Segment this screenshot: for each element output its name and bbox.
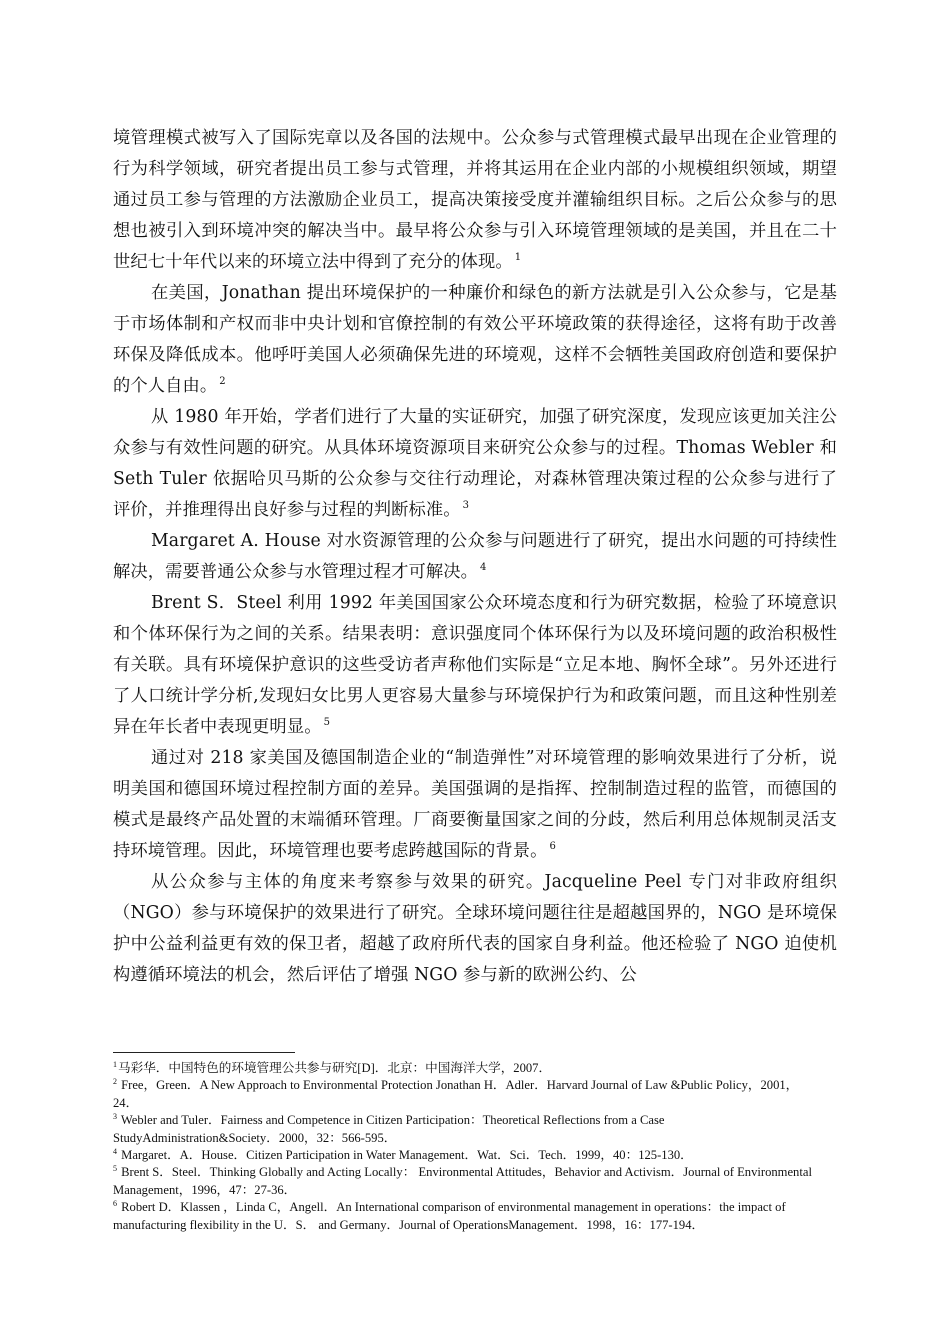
footnote-2: $^2$ Free，Green．A New Approach to Environmental Protection Jonathan H．Adler．Harvard Journal of Law &Public Policy，2001，24． bbox=[113, 1077, 799, 1110]
footnote-ref-5[interactable]: 5 bbox=[323, 717, 331, 728]
footnote-ref-6[interactable]: 6 bbox=[549, 841, 557, 852]
footnote-number: 6 bbox=[113, 1199, 117, 1209]
footnote-ref-1[interactable]: 1 bbox=[514, 252, 522, 263]
footnote-4: $^4$ Margaret．A．House．Citizen Participation in Water Management．Wat．Sci．Tech．1999，40：125-130． bbox=[113, 1147, 693, 1163]
paragraph-2: 在美国，Jonathan 提出环境保护的一种廉价和绿色的新方法就是引入公众参与，它是基于市场体制和产权而非中央计划和官僚控制的有效公平环境政策的获得途径，这将有助于改善环保及降低成本。他呼吁美国人必须确保先进的环境观，这样不会牺牲美国政府创造和要保护的个人自由。 $^2$ bbox=[113, 283, 837, 396]
paragraph-3: 从 1980 年开始，学者们进行了大量的实证研究，加强了研究深度，发现应该更加关注公众参与有效性问题的研究。从具体环境资源项目来研究公众参与的过程。Thomas Webler 和 Seth Tuler 依据哈贝马斯的公众参与交往行动理论，对森林管理决策过程的公众参与进行了评价，并推理得出良好参与过程的判断标准。 $^3$ bbox=[113, 407, 837, 520]
footnote-3: $^3$ Webler and Tuler．Fairness and Competence in Citizen Participation：Theoretical Reflections from a Case StudyAdministration&Society．2000，32：566-595． bbox=[113, 1112, 665, 1145]
footnote-ref-3[interactable]: 3 bbox=[462, 500, 470, 511]
footnote-number: 4 bbox=[113, 1147, 117, 1157]
footnote-number: 3 bbox=[113, 1112, 117, 1122]
paragraph-1: 境管理模式被写入了国际宪章以及各国的法规中。公众参与式管理模式最早出现在企业管理的行为科学领域，研究者提出员工参与式管理，并将其运用在企业内部的小规模组织领域，期望通过员工参与管理的方法激励企业员工，提高决策接受度并灌输组织目标。之后公众参与的思想也被引入到环境冲突的解决当中。最早将公众参与引入环境管理领域的是美国，并且在二十世纪七十年代以来的环境立法中得到了充分的体现。 $^1$ bbox=[113, 128, 837, 272]
footnote-ref-4[interactable]: 4 bbox=[480, 562, 487, 573]
paragraph-7: 从公众参与主体的角度来考察参与效果的研究。Jacqueline Peel 专门对非政府组织（NGO）参与环境保护的效果进行了研究。全球环境问题往往是超越国界的，NGO 是环境保护中公益利益更有效的保卫者，超越了政府所代表的国家自身利益。他还检验了 NGO 迫使机构遵循环境法的机会，然后评估了增强 NGO 参与新的欧洲公约、公 bbox=[113, 872, 837, 985]
body-text bbox=[113, 123, 837, 991]
footnote-1: $^1$马彩华．中国特色的环境管理公共参与研究[D]．北京：中国海洋大学，2007． bbox=[113, 1060, 552, 1075]
footnote-number: 1 bbox=[113, 1060, 117, 1069]
paragraph-5: Brent S．Steel 利用 1992 年美国国家公众环境态度和行为研究数据，检验了环境意识和个体环保行为之间的关系。结果表明：意识强度同个体环保行为以及环境问题的政治积极性有关联。具有环境保护意识的这些受访者声称他们实际是“立足本地、胸怀全球”。另外还进行了人口统计学分析,发现妇女比男人更容易大量参与环境保护行为和政策问题，而且这种性别差异在年长者中表现更明显。 $^5$ bbox=[113, 593, 837, 737]
footnotes bbox=[113, 1060, 813, 1234]
footnote-6: $^6$ Robert D．Klassen ，Linda C，Angell．An International comparison of environmental management in operations：the impact of manufacturing flexibility in the U．S． and Germany．Journal of OperationsManagement．1998，16：177-194． bbox=[113, 1199, 786, 1232]
footnote-5: $^5$ Brent S．Steel．Thinking Globally and Acting Locally： Environmental Attitudes，Behavior and Activism．Journal of Environmental Management，1996，47：27-36． bbox=[113, 1164, 812, 1197]
footnote-ref-2[interactable]: 2 bbox=[219, 376, 226, 387]
footnote-number: 5 bbox=[113, 1164, 117, 1174]
paragraph-6: 通过对 218 家美国及德国制造企业的“制造弹性”对环境管理的影响效果进行了分析，说明美国和德国环境过程控制方面的差异。美国强调的是指挥、控制制造过程的监管，而德国的模式是最终产品处置的末端循环管理。厂商要衡量国家之间的分歧，然后利用总体规制灵活支持环境管理。因此，环境管理也要考虑跨越国际的背景。 $^6$ bbox=[113, 748, 837, 861]
footnote-number: 2 bbox=[113, 1077, 117, 1087]
footnote-separator bbox=[113, 1052, 295, 1053]
paragraph-4: Margaret A. House 对水资源管理的公众参与问题进行了研究，提出水问题的可持续性解决，需要普通公众参与水管理过程才可解决。 $^4$ bbox=[113, 531, 837, 582]
